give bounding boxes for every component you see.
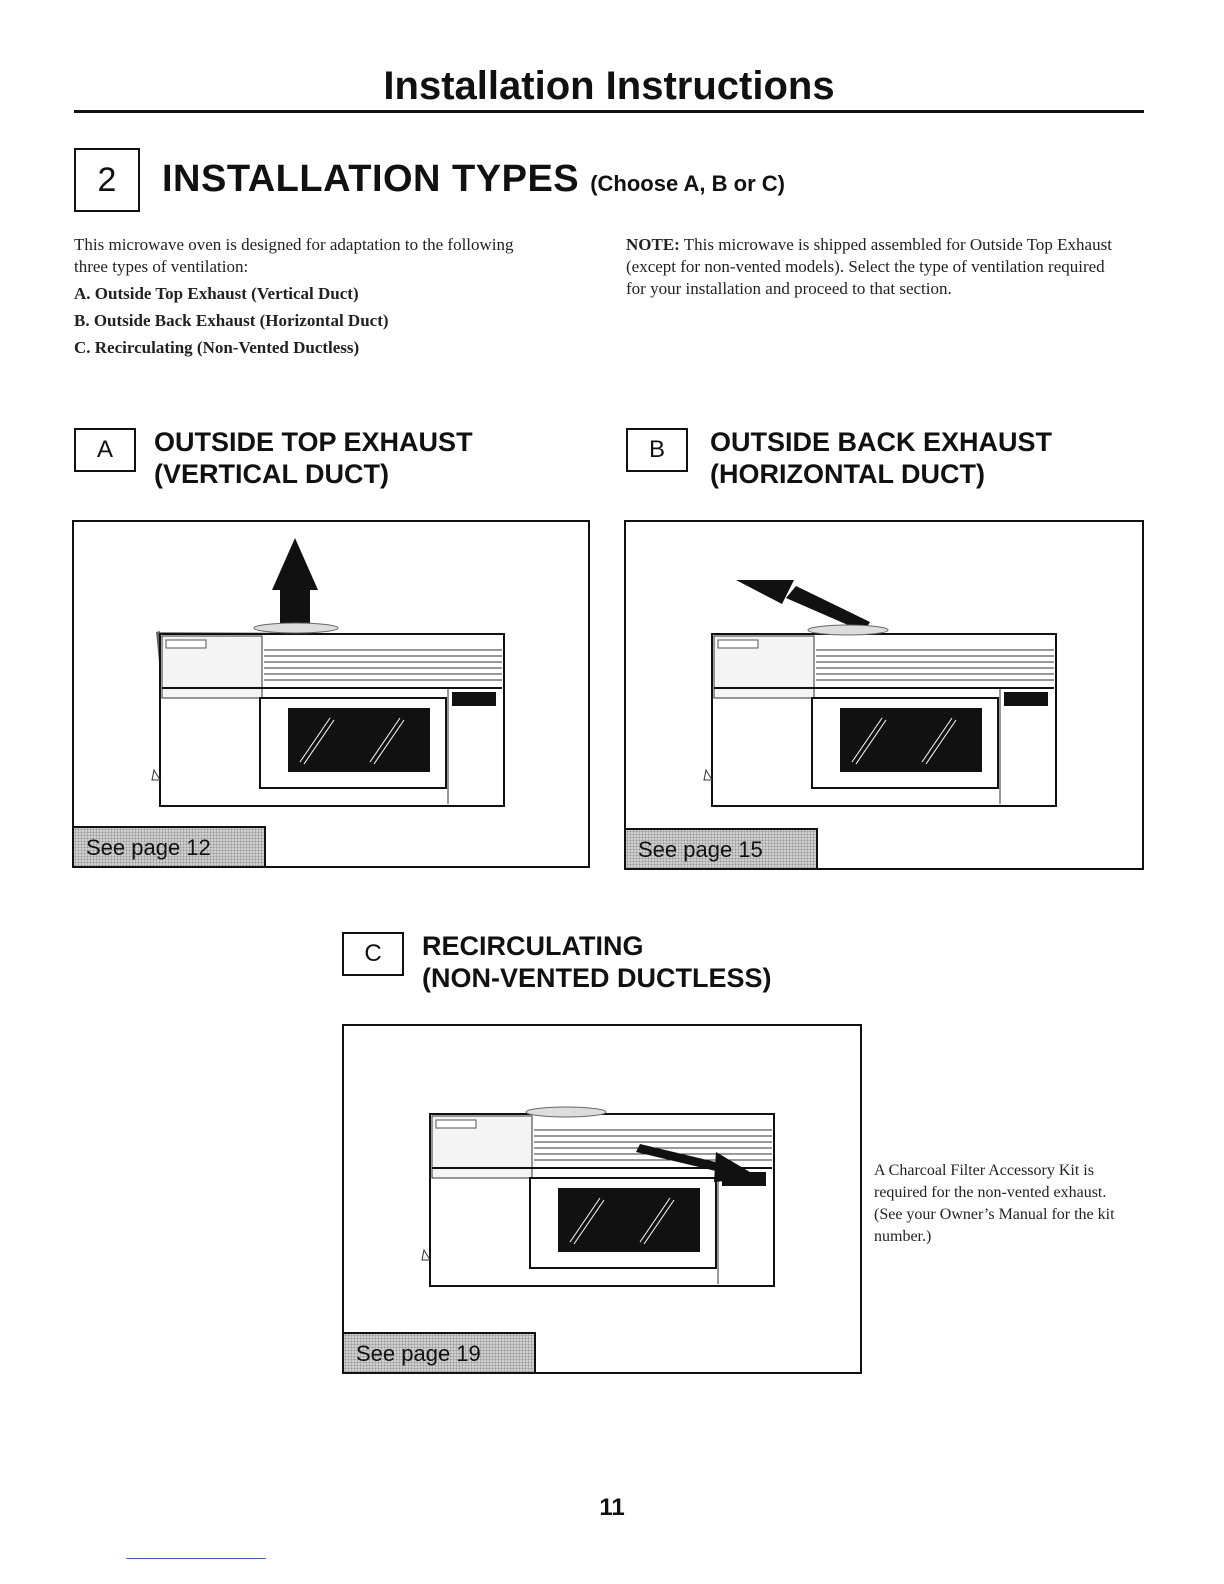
microwave-back-exhaust-illustration [626,522,1142,868]
step-heading [162,158,785,201]
figure-b-frame [624,520,1144,870]
microwave-recirculating-illustration [344,1026,860,1372]
figure-c-frame [342,1024,862,1374]
see-page-15-label: See page 15 [626,828,818,868]
microwave-top-exhaust-illustration [74,522,588,866]
section-a-letter: A [74,428,136,472]
intro-option-a: A. Outside Top Exhaust (Vertical Duct) [74,284,359,303]
see-page-19-label: See page 19 [344,1332,536,1372]
step-choose-hint: (Choose A, B or C) [590,171,785,196]
step-title: INSTALLATION TYPES [162,158,580,200]
footer-rule [126,1558,266,1559]
page-number: 11 [599,1494,625,1521]
note-label: NOTE: [626,235,680,254]
section-a-title [154,426,473,490]
intro-option-c: C. Recirculating (Non-Vented Ductless) [74,338,360,357]
section-c-letter: C [342,932,404,976]
intro-option-b: B. Outside Back Exhaust (Horizontal Duct) [74,311,389,330]
section-c-title-line1: RECIRCULATING [422,931,644,961]
section-c-title-line2: (NON-VENTED DUCTLESS) [422,963,772,993]
see-page-12-label: See page 12 [74,826,266,866]
page-title: Installation Instructions [383,64,835,108]
section-b-title [710,426,1052,490]
page-header [74,66,1144,113]
note-block [626,234,1126,300]
section-b-title-line1: OUTSIDE BACK EXHAUST [710,427,1053,457]
step-number-box: 2 [74,148,140,212]
intro-block [74,234,534,359]
section-b-title-line2: (HORIZONTAL DUCT) [710,459,985,489]
section-a-title-line1: OUTSIDE TOP EXHAUST [154,427,473,457]
charcoal-filter-note: A Charcoal Filter Accessory Kit is required for the non-vented exhaust. (See your Owner’s Manual for the kit number.) [874,1162,1115,1245]
section-b-letter: B [626,428,688,472]
note-text: This microwave is shipped assembled for Outside Top Exhaust (except for non-vented models). Select the type of ventilation required for your installation and proceed to that section. [626,235,1112,298]
figure-a-frame [72,520,590,868]
intro-text: This microwave oven is designed for adaptation to the following three types of ventilation: [74,235,514,276]
section-a-title-line2: (VERTICAL DUCT) [154,459,389,489]
section-c-title [422,930,772,994]
